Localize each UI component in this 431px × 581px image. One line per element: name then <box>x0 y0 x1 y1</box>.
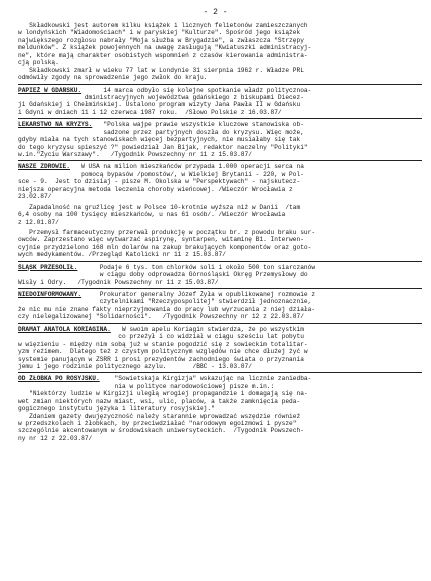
text-line: gogicznego instytutu języka i literatury rosyjskiej." <box>18 405 215 413</box>
text-line: yzm reżimem. Dlatego też z czystym politycznym względów nie chce dłużej żyć w <box>18 348 308 356</box>
text-line: niejsza operacyjna metoda leczenia choroby wieńcowej. /Wieczór Wrocławia z <box>18 185 293 193</box>
text-line: meldunków". Z książek powojennych na uwagę zasługują "Kwiatuszki administracyj- <box>18 44 312 52</box>
section-divider <box>18 323 422 324</box>
text-line: Wisły i Odry. /Tygodnik Powszechny nr 11 z 15.03.87/ <box>18 278 219 286</box>
text-line: LEKARSTWO NA KRYZYS. "Polska wajpe prawie wszystkie kluczowe stanowiska ob- <box>18 121 304 129</box>
news-section <box>18 375 422 442</box>
text-line: czy nielegalizowanej "Solidarności". /Tygodnik Powszechny nr 12 z 22.03.87/ <box>18 313 304 321</box>
text-line: sce - 9. Jest to dzisiaj - pisze M. Okolska w "Perspektywach" - najskutecz- <box>18 178 301 186</box>
text-line: w przedszkolach i żłobkach, by przeciwdziałać "narodowym egoizmowi i pysze" <box>18 420 297 427</box>
text-line: ŚLĄSK PRZESOLIŁ. Podaje 6 tys. ton chlorków soli i około 500 ton siarczanów <box>18 263 316 271</box>
section-divider <box>18 160 422 161</box>
text-line: cją polską. <box>18 59 59 67</box>
text-line: w ciągu doby odprowadza Górnośląski Okręg Przemysłowy do <box>18 271 308 279</box>
text-line: 6,4 osoby na 100 tysięcy mieszkańców, u nas 61 osób/. /Wieczór Wrocławia <box>18 211 286 219</box>
text-line: ne", które mają charakter osobistych wspomnień z czasów kierowania administra- <box>18 51 308 59</box>
text-line: owców. Zaprzestano więc wytwarzać aspirynę, syntarpen, witaminę B1. Interwen- <box>18 236 304 244</box>
news-section <box>18 291 422 321</box>
text-line: że nic mu nie znane fakty nieprzyjmowania do pracy lub wyrzucania z niej działa- <box>18 305 316 313</box>
text-line: nia w polityce narodowościowej pisze m.in.: <box>18 382 275 390</box>
text-line: w londyńskich "Wiadomościach" i w paryskiej "Kulturze". Spośród jego książek <box>18 29 301 37</box>
text-line: jemu i jego rodzinie politycznego azylu. /BBC - 13.03.87/ <box>18 362 252 370</box>
text-line: do tego kryzysu spieszyć ?" powiedział Jan Bijak, redaktor naczelny "Polityki" <box>18 143 308 151</box>
section-heading: OD ŻŁOBKA PO ROSYJSKU. <box>18 375 100 383</box>
text-line: Przemysł farmaceutyczny przerwał produkcję w początku br. z powodu braku sur- <box>18 228 316 236</box>
text-line: gdyby miała na tych stanowiskach więcej bezpartyjnych, nie musiałaby się tak <box>18 136 301 144</box>
section-divider <box>18 261 422 262</box>
section-heading: LEKARSTWO NA KRYZYS. <box>18 121 93 129</box>
text-line: OD ŻŁOBKA PO ROSYJSKU. "Sowietskaja Kirgizja" wskazując na licznie zaniedba- <box>18 375 312 383</box>
section-divider <box>18 288 422 289</box>
text-line: czytelnikami "Rzeczypospolitej" stwierdził jednoznacznie, <box>18 298 312 306</box>
section-heading: PAPIEŻ W GDAŃSKU. <box>18 86 82 94</box>
text-line: NASZE ZDROWIE. W USA na milion mieszkańców przypada 1.000 operacji serca na <box>18 163 304 171</box>
section-heading: NASZE ZDROWIE. <box>18 163 70 171</box>
text-line: ji Gdańskiej i Chełmińskiej. Ustalono program wizyty Jana Pawła II w Gdańsku <box>18 101 301 109</box>
text-line: Zdaniem gazety dwujęzyczność należy starannie wprowadzać wszędzie również <box>18 412 301 420</box>
text-line: szczególnie akcentowanym w środowiskach uniwersyteckich. /Tygodnik Powszech- <box>18 427 304 435</box>
section-divider <box>18 84 422 85</box>
text-line: co przeżył i co widział w ciągu sześciu lat pobytu <box>18 333 304 341</box>
text-line: PAPIEŻ W GDAŃSKU. 14 marca odbyło się kolejne spotkanie władz politycznoa- <box>18 86 312 94</box>
text-line: pomocą bypasów /pomostów/, w Wielkiej Brytanii - 220, w Pol- <box>18 170 304 178</box>
section-heading: ŚLĄSK PRZESOLIŁ. <box>18 263 78 271</box>
text-line: sadzone przez partyjnych doszła do kryzysu. Więc może, <box>18 128 304 136</box>
text-line: "Niektórzy ludzie w Kirgizji uległą wrogiej propagandzie i domagają się na- <box>18 390 308 398</box>
page-number: - 2 - <box>203 8 228 17</box>
section-heading: DRAMAT ANATOLA KORIAGINA. <box>18 325 111 333</box>
text-line: ny nr 12 z 22.03.87/ <box>18 434 93 442</box>
news-section <box>18 121 422 158</box>
text-line: NIEDOINFORMOWANY. Prokurator generalny Józef Żyła w opublikowanej rozmowie z <box>18 291 316 298</box>
text-line: Zapadalność na gruźlicę jest w Polsce 10-krotnie wyższa niż w Danii /tam <box>18 203 301 211</box>
text-line: dministracyjnych województwa gdańskiego z biskupami Diecez- <box>18 93 304 101</box>
text-line: systemie panującym w ZSRR i prosi prezydentów zachodniego świata o przyznania <box>18 355 304 363</box>
text-line: w.in."Życiu Warszawy". /Tygodnik Powszechny nr 11 z 15.03.87/ <box>18 151 252 158</box>
text-line: DRAMAT ANATOLA KORIAGINA. W swoim apelu Koriagin stwierdza, że po wszystkim <box>18 325 304 333</box>
section-heading: NIEDOINFORMOWANY. <box>18 291 82 298</box>
text-line: 23.02.87/ <box>18 193 52 201</box>
text-line: i Gdyni w dniach 11 i 12 czerwca 1987 roku. /Słowo Polskie z 16.03.87/ <box>18 108 282 116</box>
text-line: Składkowski jest autorem kilku książek i licznych felietonów zamieszczanych <box>18 22 308 29</box>
text-line: cyjnie przydzielono 168 mln dolarów na zakup brakujących komponentów oraz goto- <box>18 243 312 251</box>
news-section <box>18 264 422 286</box>
section-divider <box>18 118 422 119</box>
news-section <box>18 163 422 258</box>
section-divider <box>18 372 422 373</box>
news-section <box>18 87 422 117</box>
text-line: z 12.01.87/ <box>18 218 59 226</box>
news-section <box>18 22 422 82</box>
news-section <box>18 326 422 371</box>
text-line: największego rozgłosu nabrały "Moja służba w Brygadzie", a zwłaszcza "Strzępy <box>18 36 304 44</box>
text-line: w więzieniu - między nim sobą już w stanie pogodzić się z sowieckim totalitar- <box>18 340 308 348</box>
text-line: wet zmian niektórych nazw miast, wsi, ulic, placów, a także zamknięcia peda- <box>18 397 301 405</box>
document-body <box>18 22 422 442</box>
text-line: odmówiły zgody na sprowadzenie jego zwłok do kraju. <box>18 74 208 82</box>
text-line: Składkowski zmarł w wieku 77 lat w Londynie 31 sierpnia 1962 r. Władze PRL <box>18 66 304 74</box>
text-line: wych medykamentów. /Przegląd Katolicki nr 11 z 15.03.87/ <box>18 251 226 259</box>
